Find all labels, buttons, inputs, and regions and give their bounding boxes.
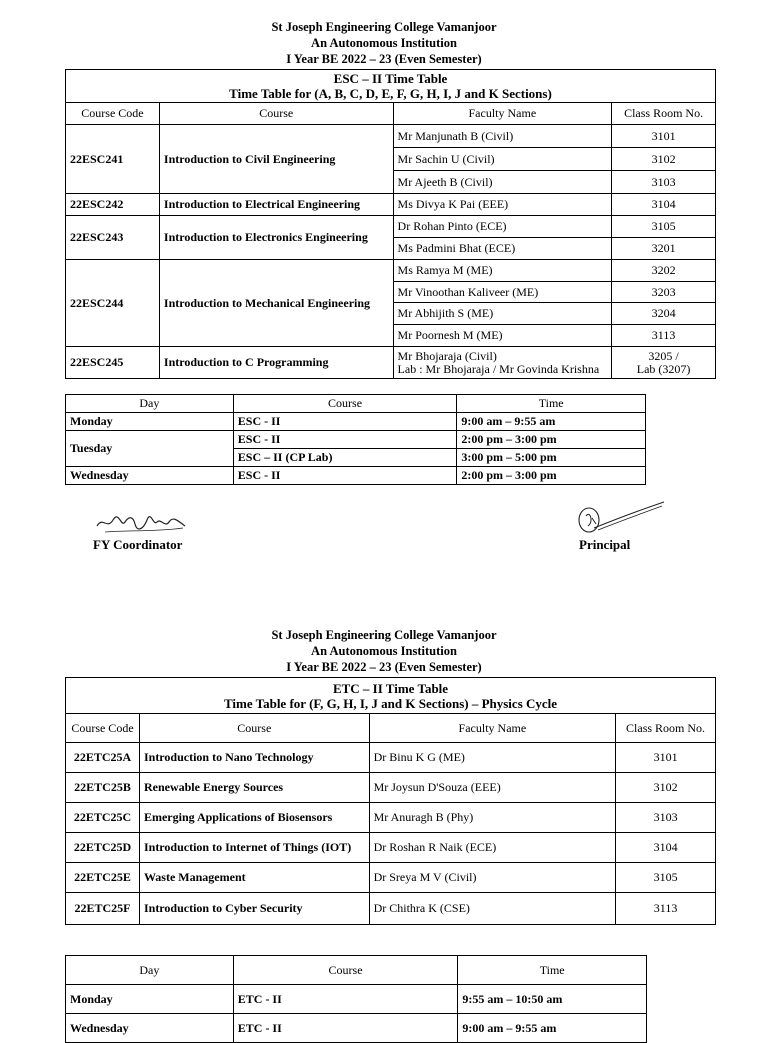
day: Monday	[66, 985, 234, 1014]
coordinator-label: FY Coordinator	[93, 537, 183, 552]
day: Wednesday	[66, 467, 234, 485]
table-row	[66, 260, 716, 282]
faculty-name: Mr Manjunath B (Civil)	[393, 125, 612, 148]
time: 9:00 am – 9:55 am	[457, 413, 646, 431]
room-no: 3101	[616, 743, 716, 773]
course-name: Introduction to Mechanical Engineering	[159, 260, 393, 347]
time: 2:00 pm – 3:00 pm	[457, 431, 646, 449]
course-name: Introduction to Civil Engineering	[159, 125, 393, 194]
course-name: Introduction to Internet of Things (IOT)	[139, 833, 369, 863]
col-course-code: Course Code	[66, 103, 160, 125]
schedule-row	[66, 1014, 647, 1043]
room-no: 3104	[616, 833, 716, 863]
table-row	[66, 743, 716, 773]
coordinator-signature-icon	[95, 508, 190, 538]
time: 9:00 am – 9:55 am	[458, 1014, 647, 1043]
table-row	[66, 893, 716, 925]
schedule-row	[66, 413, 646, 431]
faculty-name: Mr Sachin U (Civil)	[393, 148, 612, 171]
room-no: 3105	[616, 863, 716, 893]
course-name: Introduction to Electronics Engineering	[159, 216, 393, 260]
course-code: 22ESC242	[66, 194, 160, 216]
course: ESC - II	[233, 413, 457, 431]
schedule-row	[66, 985, 647, 1014]
time: 2:00 pm – 3:00 pm	[457, 467, 646, 485]
course: ETC - II	[233, 985, 458, 1014]
col-time: Time	[457, 395, 646, 413]
table-row	[66, 216, 716, 238]
faculty-name: Mr Bhojaraja (Civil)	[397, 348, 497, 363]
institution-status: An Autonomous Institution	[311, 644, 457, 658]
faculty-name: Mr Vinoothan Kaliveer (ME)	[393, 282, 612, 303]
faculty-name: Ms Ramya M (ME)	[393, 260, 612, 282]
course-code: 22ETC25B	[66, 773, 140, 803]
lab-room: Lab (3207)	[636, 361, 691, 376]
table-row	[66, 194, 716, 216]
course-code: 22ETC25A	[66, 743, 140, 773]
etc-title: ETC – II Time Table	[332, 680, 449, 696]
room-no: 3101	[612, 125, 716, 148]
faculty-name: Dr Chithra K (CSE)	[369, 893, 616, 925]
table-row	[66, 863, 716, 893]
faculty-cell	[393, 347, 612, 379]
day: Monday	[66, 413, 234, 431]
college-name: St Joseph Engineering College Vamanjoor	[271, 628, 497, 642]
etc-subtitle: Time Table for (F, G, H, I, J and K Sections) – Physics Cycle	[223, 695, 558, 711]
principal-signature-icon	[574, 498, 669, 540]
esc-timetable	[65, 69, 716, 379]
faculty-name: Ms Divya K Pai (EEE)	[393, 194, 612, 216]
col-time: Time	[458, 956, 647, 985]
room-no: 3104	[612, 194, 716, 216]
faculty-name: Mr Anuragh B (Phy)	[369, 803, 616, 833]
etc-schedule	[65, 955, 647, 1043]
room-no: 3201	[612, 238, 716, 260]
academic-year: I Year BE 2022 – 23 (Even Semester)	[286, 52, 482, 66]
room-no: 3103	[612, 171, 716, 194]
etc-timetable	[65, 677, 716, 925]
room-no: 3203	[612, 282, 716, 303]
faculty-name: Dr Roshan R Naik (ECE)	[369, 833, 616, 863]
day: Wednesday	[66, 1014, 234, 1043]
esc-title: ESC – II Time Table	[333, 71, 448, 86]
room-no: 3102	[616, 773, 716, 803]
table-row	[66, 803, 716, 833]
faculty-name: Dr Rohan Pinto (ECE)	[393, 216, 612, 238]
course-name: Introduction to Electrical Engineering	[159, 194, 393, 216]
col-course: Course	[139, 714, 369, 743]
room-no: 3205 /	[648, 348, 679, 363]
faculty-name: Ms Padmini Bhat (ECE)	[393, 238, 612, 260]
col-faculty: Faculty Name	[393, 103, 612, 125]
course-code: 22ESC241	[66, 125, 160, 194]
esc-subtitle: Time Table for (A, B, C, D, E, F, G, H, I, J and K Sections)	[229, 86, 552, 101]
course-name: Introduction to Cyber Security	[139, 893, 369, 925]
room-no: 3204	[612, 303, 716, 325]
room-cell	[612, 347, 716, 379]
course-name: Emerging Applications of Biosensors	[139, 803, 369, 833]
etc-table-title	[66, 678, 716, 714]
course-code: 22ETC25E	[66, 863, 140, 893]
col-faculty: Faculty Name	[369, 714, 616, 743]
col-course: Course	[233, 395, 457, 413]
col-course-code: Course Code	[66, 714, 140, 743]
col-room: Class Room No.	[612, 103, 716, 125]
room-no: 3105	[612, 216, 716, 238]
course: ESC - II	[233, 431, 457, 449]
faculty-name: Dr Binu K G (ME)	[369, 743, 616, 773]
schedule-row	[66, 467, 646, 485]
room-no: 3202	[612, 260, 716, 282]
course-name: Introduction to Nano Technology	[139, 743, 369, 773]
college-name: St Joseph Engineering College Vamanjoor	[271, 20, 497, 34]
esc-schedule	[65, 394, 646, 485]
time: 3:00 pm – 5:00 pm	[457, 449, 646, 467]
course-code: 22ESC245	[66, 347, 160, 379]
course-code: 22ESC243	[66, 216, 160, 260]
col-day: Day	[66, 395, 234, 413]
lab-faculty: Lab : Mr Bhojaraja / Mr Govinda Krishna	[397, 361, 600, 376]
course-code: 22ETC25D	[66, 833, 140, 863]
table-row	[66, 125, 716, 148]
faculty-name: Mr Poornesh M (ME)	[393, 325, 612, 347]
course: ESC – II (CP Lab)	[233, 449, 457, 467]
faculty-name: Mr Abhijith S (ME)	[393, 303, 612, 325]
academic-year: I Year BE 2022 – 23 (Even Semester)	[286, 660, 482, 674]
schedule-row	[66, 431, 646, 449]
course-name: Renewable Energy Sources	[139, 773, 369, 803]
course-code: 22ETC25C	[66, 803, 140, 833]
room-no: 3113	[612, 325, 716, 347]
col-day: Day	[66, 956, 234, 985]
table-row	[66, 773, 716, 803]
course-name: Introduction to C Programming	[159, 347, 393, 379]
col-course: Course	[233, 956, 458, 985]
institution-status: An Autonomous Institution	[311, 36, 457, 50]
faculty-name: Mr Ajeeth B (Civil)	[393, 171, 612, 194]
col-room: Class Room No.	[616, 714, 716, 743]
room-no: 3113	[616, 893, 716, 925]
esc-table-title	[66, 70, 716, 103]
table-row	[66, 347, 716, 379]
room-no: 3103	[616, 803, 716, 833]
faculty-name: Dr Sreya M V (Civil)	[369, 863, 616, 893]
course: ESC - II	[233, 467, 457, 485]
course-code: 22ETC25F	[66, 893, 140, 925]
col-course: Course	[159, 103, 393, 125]
principal-label: Principal	[579, 537, 631, 552]
day: Tuesday	[66, 431, 234, 467]
room-no: 3102	[612, 148, 716, 171]
course: ETC - II	[233, 1014, 458, 1043]
table-row	[66, 833, 716, 863]
course-code: 22ESC244	[66, 260, 160, 347]
course-name: Waste Management	[139, 863, 369, 893]
time: 9:55 am – 10:50 am	[458, 985, 647, 1014]
faculty-name: Mr Joysun D'Souza (EEE)	[369, 773, 616, 803]
